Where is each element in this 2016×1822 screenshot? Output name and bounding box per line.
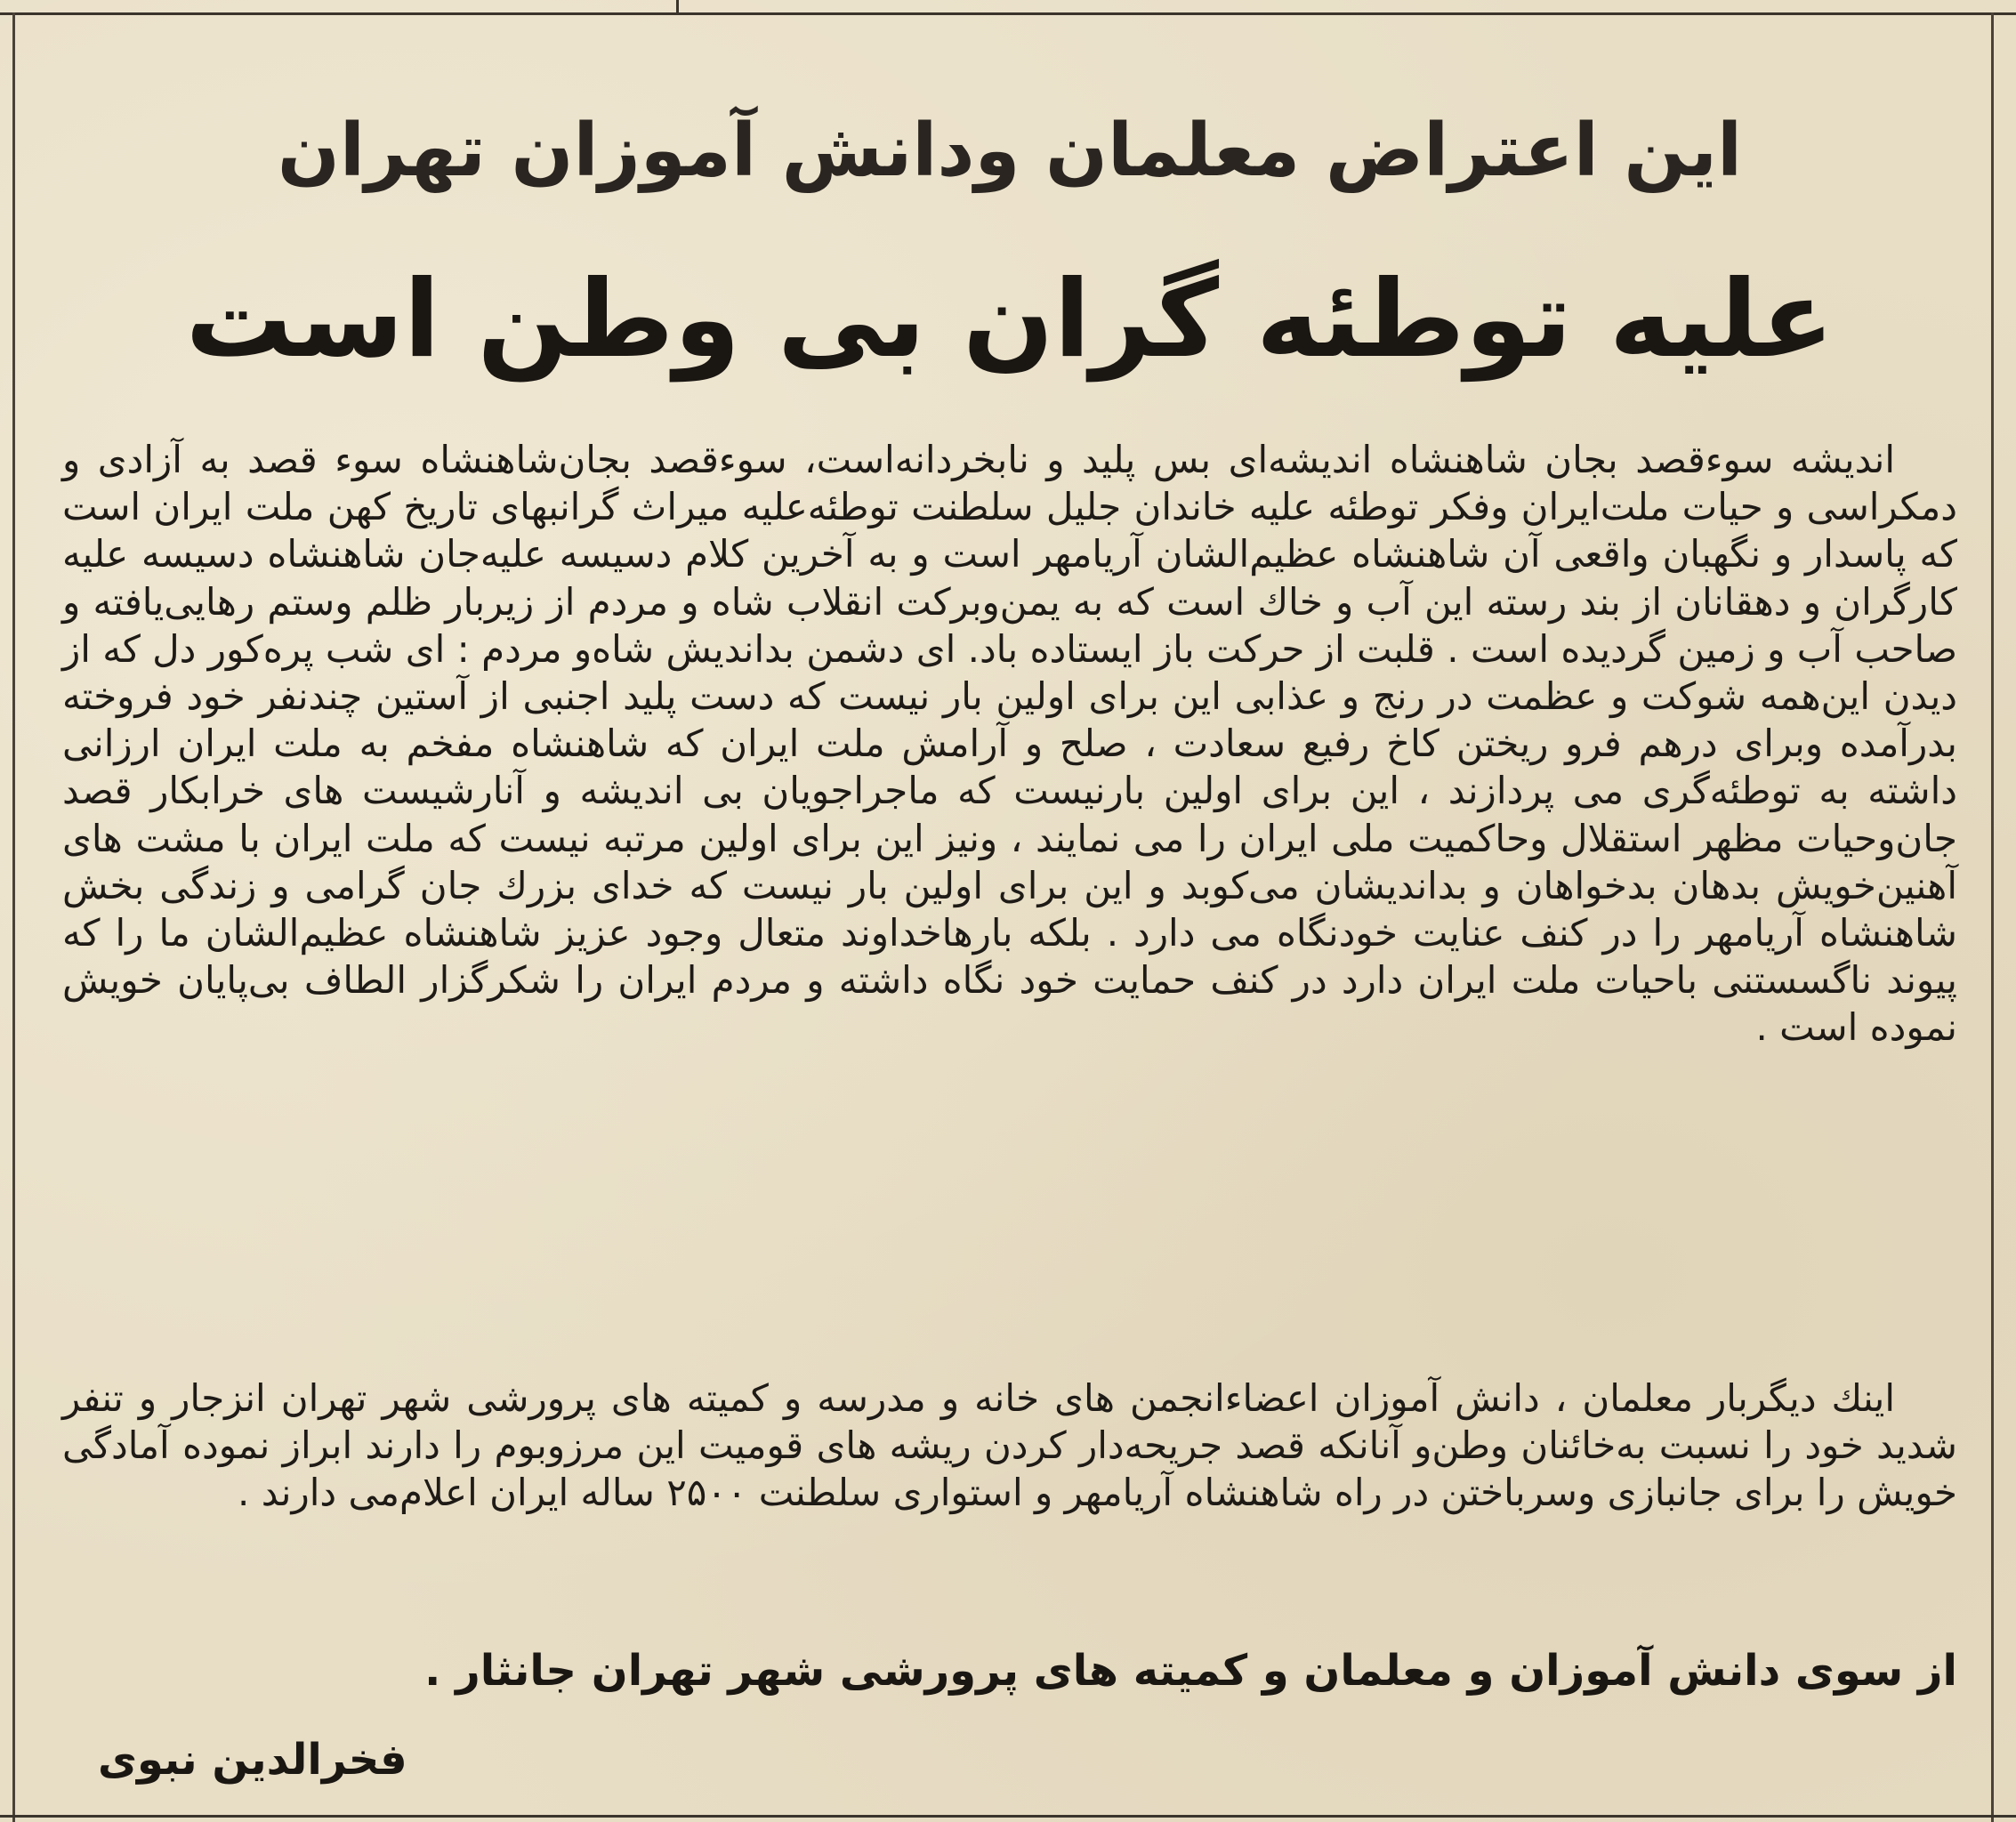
article-paragraph-1: اندیشه سوءقصد بجان شاهنشاه اندیشه‌ای بس پلید و نابخردانه‌است، سوءقصد بجان‌شاهنشاه سوء قصد به آزادی و دمکراسی و حیات ملت‌ایران وفکر توطئه علیه خاندان جلیل سلطنت توطئه‌علیه میراث گرانبهای تاریخ کهن ملت ایران است که پاسدار و نگهبان واقعی آن شاهنشاه عظیم‌الشان آریامهر است و به آخرین کلام دسیسه علیه‌جان شاهنشاه دسیسه علیه کارگران و دهقانان از بند رسته این آب و خاك است که به یمن‌وبرکت انقلاب شاه و مردم از زیربار ظلم وستم رهایی‌یافته و صاحب آب و زمین گردیده است . قلبت از حرکت باز ایستاده باد. ای دشمن بداندیش شاه‌و مردم : ای شب پره‌کور دل که از دیدن این‌همه شوکت و عظمت در رنج و عذابی این برای اولین بار نیست که دست پلید اجنبی از آستین چندنفر خود فروخته بدرآمده وبرای درهم فرو ریختن کاخ رفیع سعادت ، صلح و آرامش ملت ایران که شاهنشاه مفخم به ملت ایران ارزانی داشته به توطئه‌گری می پردازند ، این برای اولین بارنیست که ماجراجویان بی اندیشه و آنارشیست های خرابکار قصد جان‌وحیات مظهر استقلال وحاکمیت ملی ایران را می نمایند ، ونیز این برای اولین مرتبه نیست که ملت ایران با مشت های آهنین‌خویش بدهان بدخواهان و بداندیشان می‌کوبد و این برای اولین بار نیست که خدای بزرك جان گرامی و زندگی بخش شاهنشاه آریامهر را در کنف عنایت خودنگاه می دارد . بلکه بارهاخداوند متعال وجود عزیز شاهنشاه عظیم‌الشان ما را که پیوند ناگسستنی باحیات ملت ایران دارد در کنف حمایت خود نگاه داشته و مردم ایران را شکرگزار الطاف بی‌پایان خویش نموده است . [62, 438, 1957, 1050]
signature-author-name: فخرالدین نبوی [98, 1735, 407, 1785]
column-divider-tick [676, 0, 679, 12]
top-column-rule [0, 12, 2016, 15]
signature-line: از سوی دانش آموزان و معلمان و کمیته های پرورشی شهر تهران جانثار . [424, 1646, 1957, 1696]
article-kicker: این اعتراض معلمان ودانش آموزان تهران [277, 109, 1743, 193]
bottom-column-rule [0, 1815, 2016, 1818]
article-paragraph-2: اینك دیگربار معلمان ، دانش آموزان اعضاءانجمن های خانه و مدرسه و کمیته های پرورشی شهر تهران انزجار و تنفر شدید خود را نسبت به‌خائنان وطن‌و آنانکه قصد جریحه‌دار کردن ریشه های قومیت این مرزوبوم را دارند ابراز نموده آمادگی خویش را برای جانبازی وسرباختن در راه شاهنشاه آریامهر و استواری سلطنت ۲۵۰۰ ساله ایران اعلام‌می دارند . [62, 1376, 1957, 1515]
article-headline: علیه توطئه گران بی وطن است [185, 258, 1835, 382]
right-column-rule [1991, 12, 1994, 1822]
article-signature [62, 1637, 1957, 1705]
left-column-rule [12, 12, 15, 1822]
news-article [62, 53, 1957, 1797]
